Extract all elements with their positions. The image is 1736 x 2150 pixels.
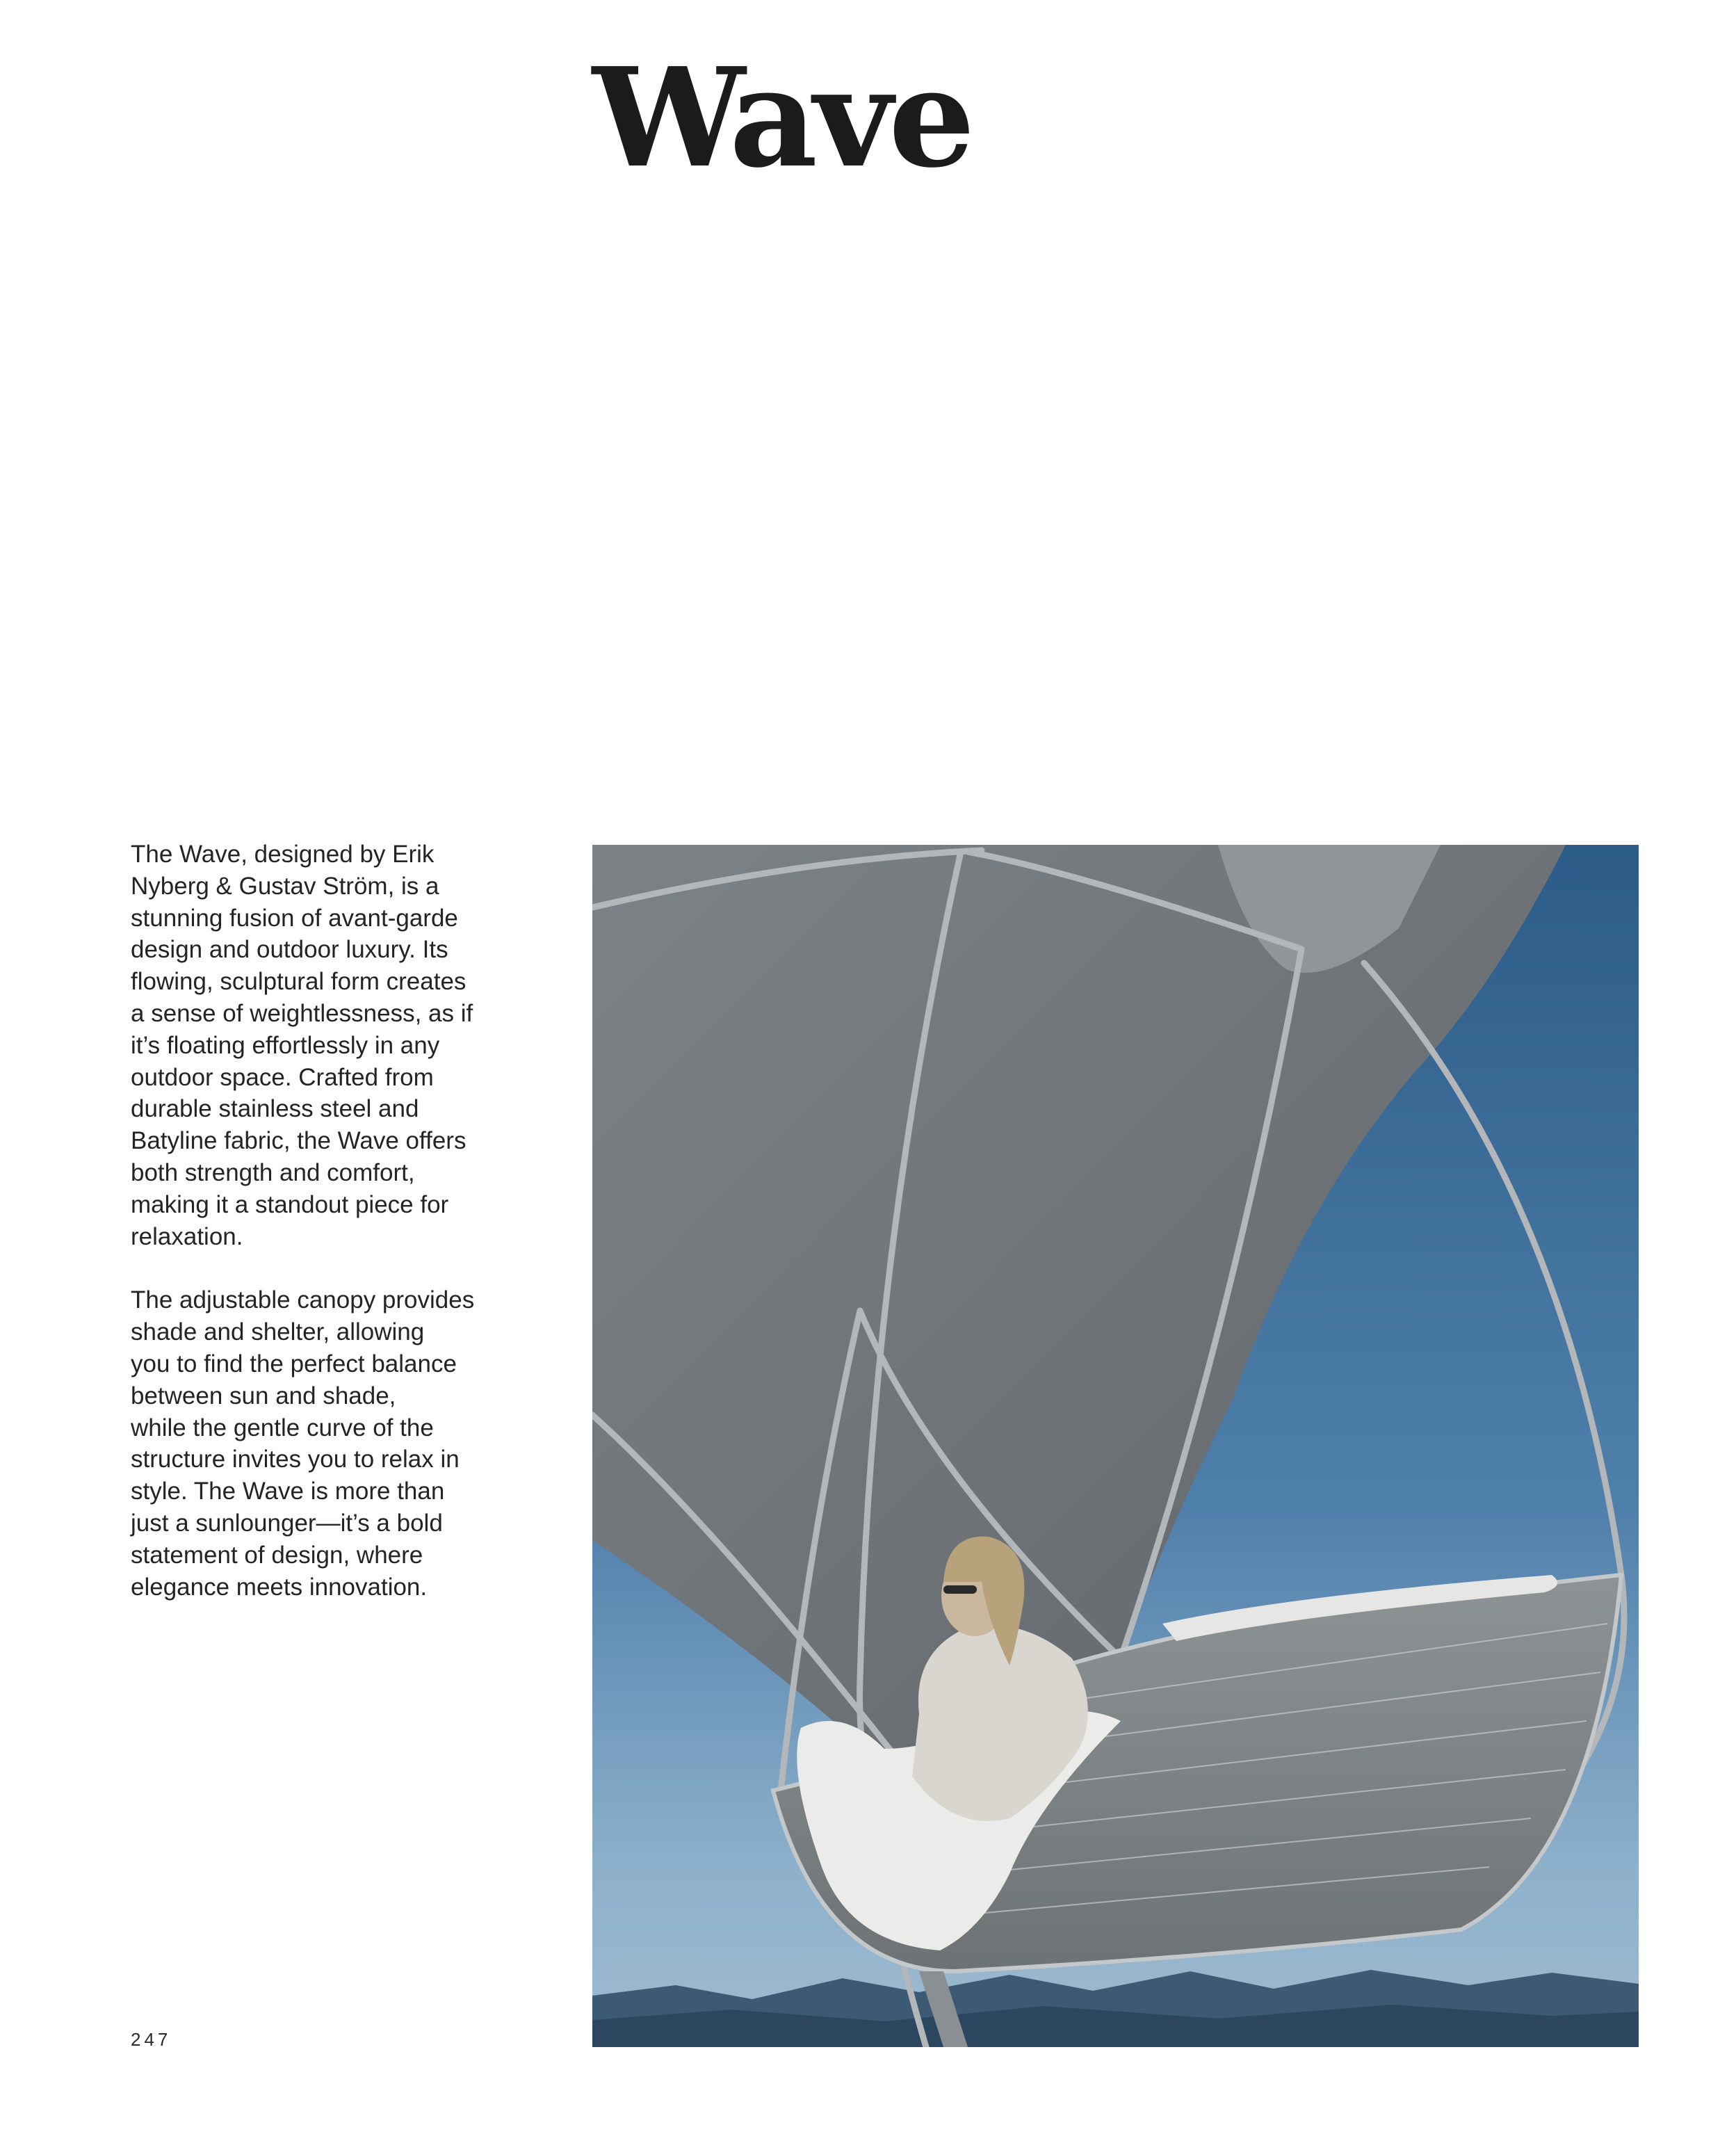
body-text <box>131 839 541 1635</box>
paragraph-1: The Wave, designed by Erik Nyberg & Gustav Ström, is a stunning fusion of avant-garde design and outdoor luxury. Its flowing, sculptural form creates a sense of weightlessness, as if it’s floating effortlessly in any outdoor space. Crafted from durable stainless steel and Batyline fabric, the Wave offers both strength and comfort, making it a standout piece for relaxation. <box>131 841 473 1250</box>
product-photo <box>592 845 1639 2047</box>
page-title: Wave <box>592 38 971 198</box>
paragraph-2: The adjustable canopy provides shade and shelter, allowing you to find the perfect balance between sun and shade, while the gentle curve of the structure invites you to relax in style. The Wave is more than just a sunlounger—it’s a bold statement of design, where elegance meets innovation. <box>131 1286 475 1601</box>
page-number: 247 <box>131 2029 172 2050</box>
